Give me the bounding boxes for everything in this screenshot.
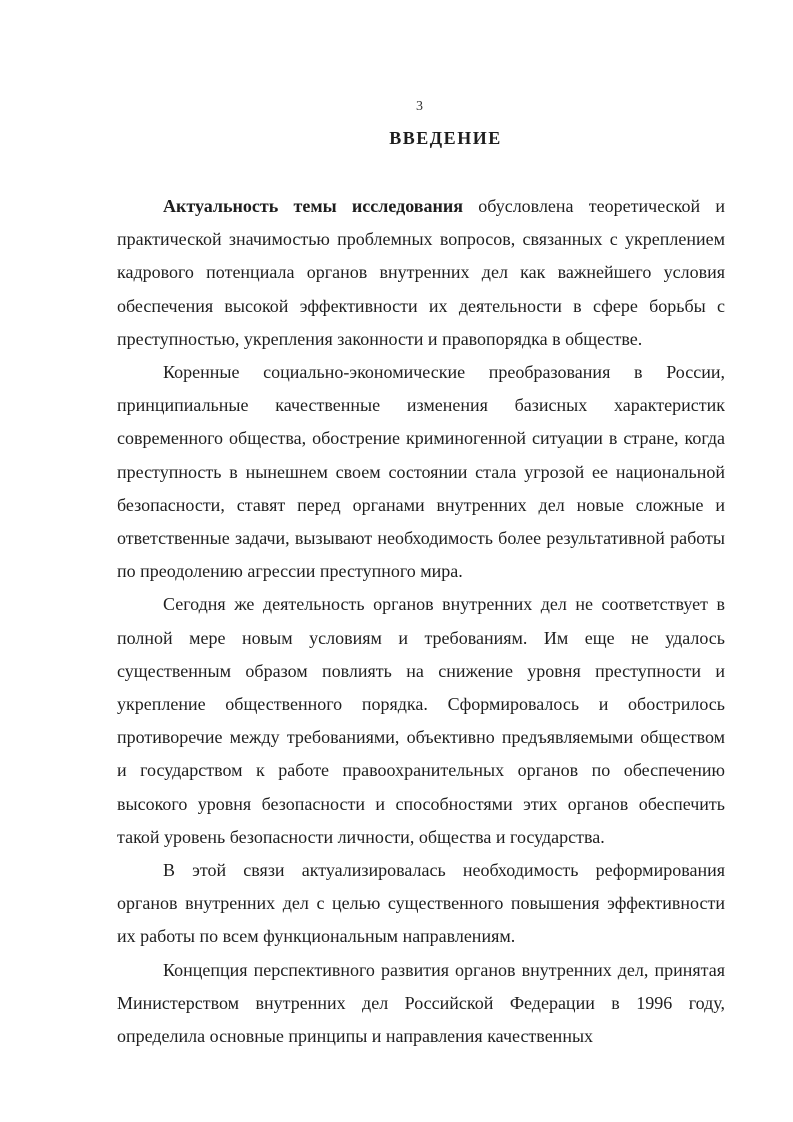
paragraph-text: Концепция перспективного развития органов внутренних дел, принятая Министерством внутренних дел Российской Федерации в 1996 году, определила основные принципы и направления качественных (117, 959, 725, 1047)
paragraph-lead-term: Актуальность темы исследования (163, 196, 463, 216)
paragraph-5 (117, 954, 725, 1054)
page-title: ВВЕДЕНИЕ (389, 128, 502, 148)
paragraph-3 (117, 588, 725, 854)
paragraph-text: В этой связи актуализировалась необходимость реформирования органов внутренних дел с целью существенного повышения эффективности их работы по всем функциональным направлениям. (117, 860, 725, 947)
page-number: 3 (416, 99, 423, 114)
paragraph-text: Коренные социально-экономические преобразования в России, принципиальные качественные изменения базисных характеристик современного общества, обострение криминогенной ситуации в стране, когда преступность в нынешнем своем состоянии стала угрозой ее национальной безопасности, ставят перед органами внутренних дел новые сложные и ответственные задачи, вызывают необходимость более результативной работы по преодолению агрессии преступного мира. (117, 362, 725, 582)
body-text (117, 190, 725, 1053)
paragraph-2 (117, 356, 725, 588)
paragraph-1 (117, 190, 725, 356)
paragraph-text: обусловлена теоретической и практической значимостью проблемных вопросов, связанных с укреплением кадрового потенциала органов внутренних дел как важнейшего условия обеспечения высокой эффективности их деятельности в сфере борьбы с преступностью, укрепления законности и правопорядка в обществе. (117, 196, 725, 349)
paragraph-text: Сегодня же деятельность органов внутренних дел не соответствует в полной мере новым условиям и требованиям. Им еще не удалось существенным образом повлиять на снижение уровня преступности и укрепление общественного порядка. Сформировалось и обострилось противоречие между требованиями, объективно предъявляемыми обществом и государством к работе правоохранительных органов по обеспечению высокого уровня безопасности и способностями этих органов обеспечить такой уровень безопасности личности, общества и государства. (117, 594, 725, 847)
paragraph-4 (117, 854, 725, 954)
